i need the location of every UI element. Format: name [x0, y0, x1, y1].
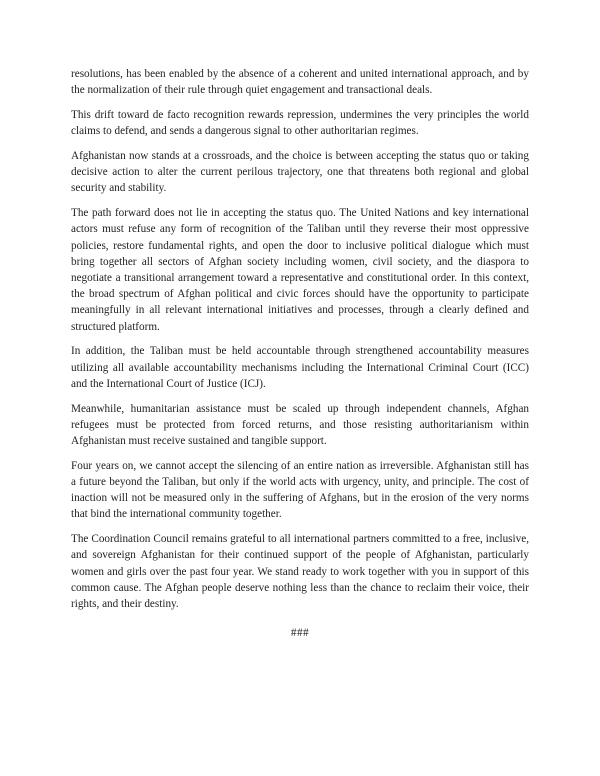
paragraph-7: Four years on, we cannot accept the silencing of an entire nation as irreversible. Afghanistan still has a future beyond the Taliban, but only if the world acts with urgency, unity, and principle. The cost of inaction will not be measured only in the suffering of Afghans, but in the erosion of the very norms that bind the international community together. — [71, 459, 529, 521]
paragraph-5: In addition, the Taliban must be held accountable through strengthened accountability measures utilizing all available accountability mechanisms including the International Criminal Court (ICC) and the International Court of Justice (ICJ). — [71, 345, 529, 390]
document-body — [71, 66, 529, 621]
paragraph-2: This drift toward de facto recognition rewards repression, undermines the very principles the world claims to defend, and sends a dangerous signal to other authoritarian regimes. — [71, 109, 529, 138]
paragraph-3: Afghanistan now stands at a crossroads, and the choice is between accepting the status quo or taking decisive action to alter the current perilous trajectory, one that threatens both regional and global security and stability. — [71, 150, 529, 195]
end-mark: ### — [290, 627, 310, 639]
paragraph-4: The path forward does not lie in accepting the status quo. The United Nations and key international actors must refuse any form of recognition of the Taliban until they reverse their most oppressive policies, restore fundamental rights, and open the door to inclusive political dialogue which must bring together all sectors of Afghan society including women, civil society, and the diaspora to negotiate a transitional arrangement toward a representative and constitutional order. In this context, the broad spectrum of Afghan political and civic forces should have the opportunity to participate meaningfully in all relevant international initiatives and processes, through a clearly defined and structured platform. — [71, 207, 529, 333]
paragraph-6: Meanwhile, humanitarian assistance must be scaled up through independent channels, Afghan refugees must be protected from forced returns, and those resisting authoritarianism within Afghanistan must receive sustained and tangible support. — [71, 402, 529, 448]
paragraph-1: resolutions, has been enabled by the absence of a coherent and united international approach, and by the normalization of their rule through quiet engagement and transactional deals. — [71, 68, 529, 97]
paragraph-8: The Coordination Council remains grateful to all international partners committed to a free, inclusive, and sovereign Afghanistan for their continued support of the people of Afghanistan, particularly women and girls over the past four year. We stand ready to work together with you in support of this common cause. The Afghan people deserve nothing less than the chance to reclaim their voice, their rights, and their destiny. — [71, 533, 529, 611]
